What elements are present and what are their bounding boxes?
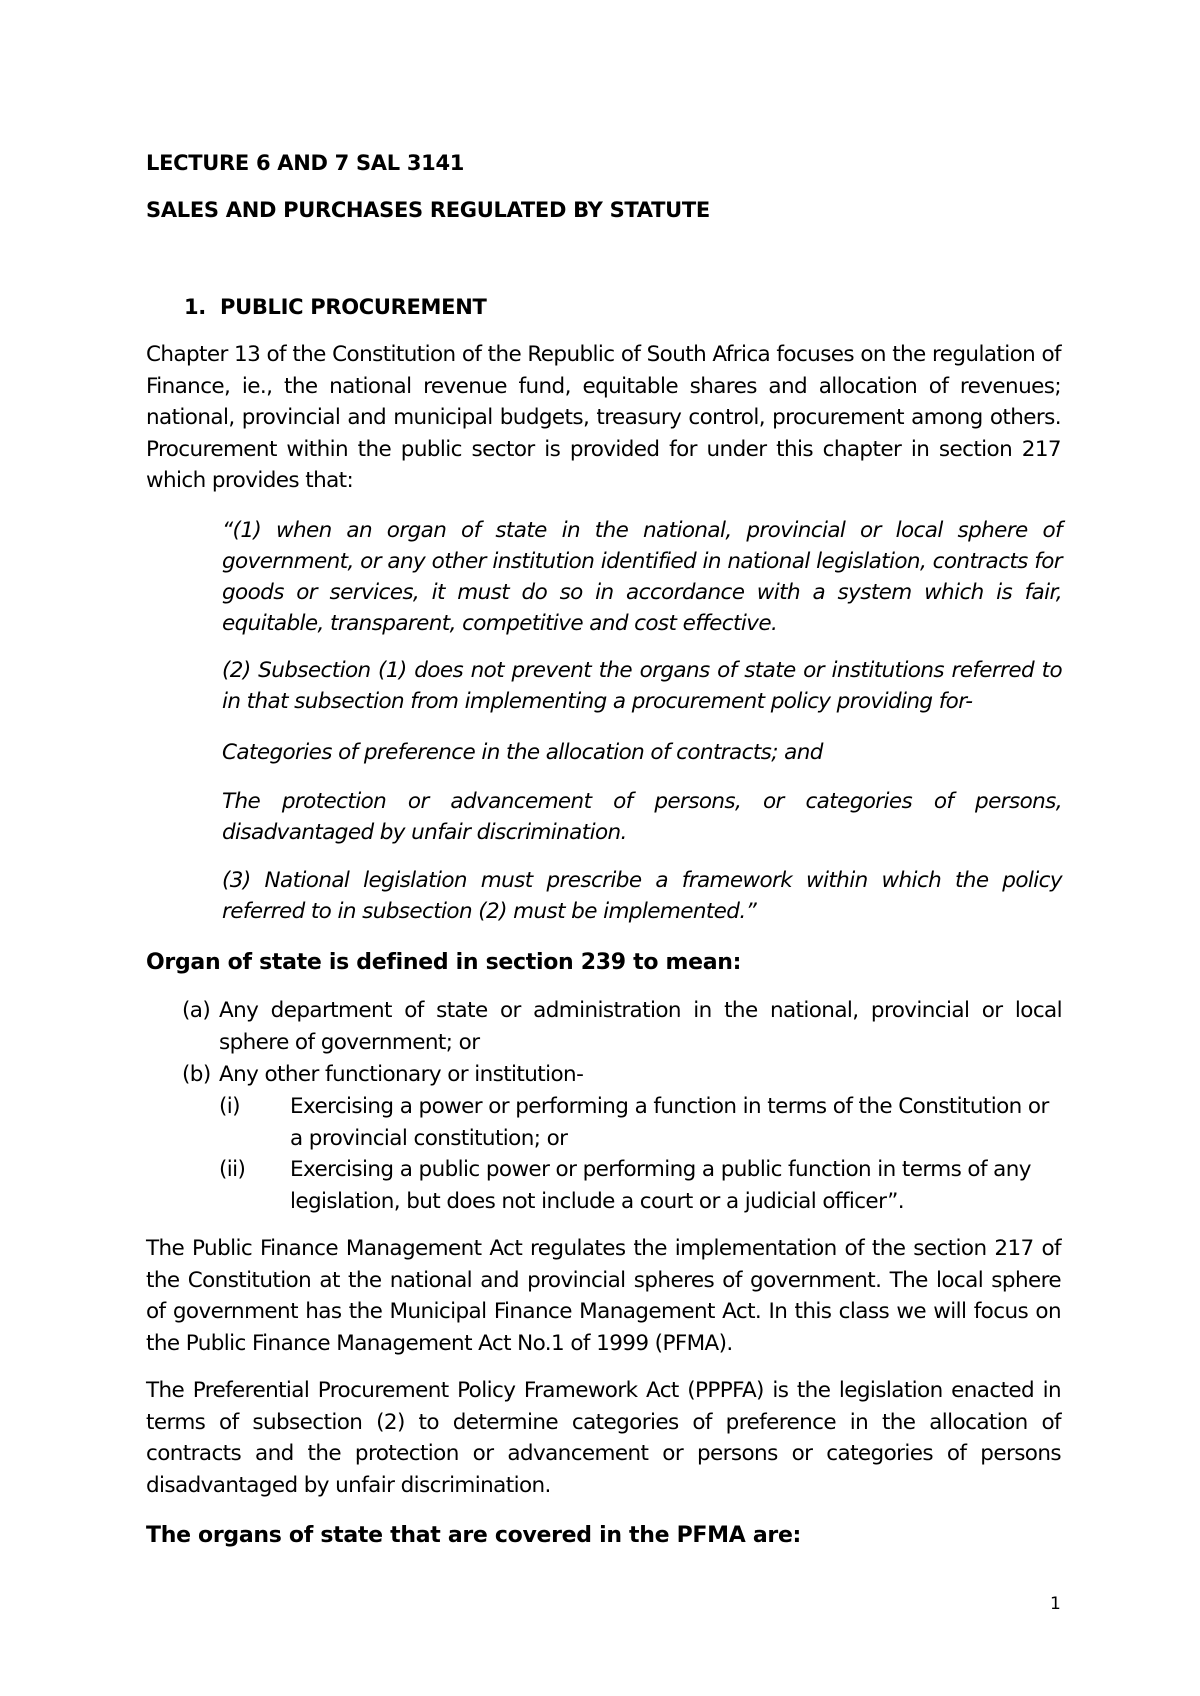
quote-subsection-3: (3) National legislation must prescribe a framework within which the policy referred to in subsection (2) must be implemented.” <box>222 868 1062 924</box>
quote-subsection-2a: Categories of preference in the allocation of contracts; and <box>222 740 823 765</box>
pfma-organs-heading: The organs of state that are covered in the PFMA are: <box>146 1523 802 1548</box>
section-number: 1. <box>184 295 206 319</box>
quote-subsection-1: “(1) when an organ of state in the national, provincial or local sphere of government, or any other institution identified in national legislation, contracts for goods or services, it must do so in accordance with a system which is fair, equitable, transparent, competitive and cost effective. <box>222 518 1062 636</box>
lecture-subtitle: SALES AND PURCHASES REGULATED BY STATUTE <box>146 198 710 222</box>
list-label-b: (b) <box>182 1062 211 1087</box>
list-label-ii: (ii) <box>219 1157 246 1182</box>
section-title: PUBLIC PROCUREMENT <box>220 295 487 319</box>
section-heading <box>184 292 884 322</box>
organ-definition-list <box>146 995 1066 1214</box>
page-number: 1 <box>1050 1594 1061 1614</box>
lecture-title: LECTURE 6 AND 7 SAL 3141 <box>146 151 465 175</box>
intro-paragraph: Chapter 13 of the Constitution of the Republic of South Africa focuses on the regulation of Finance, ie., the national revenue fund, equitable shares and allocation of revenues; national, provincial and municipal budgets, treasury control, procurement among others. Procurement within the public sector is provided for under this chapter in section 217 which provides that: <box>146 342 1061 493</box>
list-item-b: Any other functionary or institution- <box>219 1062 584 1087</box>
list-item-i: Exercising a power or performing a function in terms of the Constitution or a provincial constitution; or <box>290 1094 1049 1151</box>
list-label-i: (i) <box>219 1094 240 1119</box>
pfma-paragraph: The Public Finance Management Act regulates the implementation of the section 217 of the Constitution at the national and provincial spheres of government. The local sphere of government has the Municipal Finance Management Act. In this class we will focus on the Public Finance Management Act No.1 of 1999 (PFMA). <box>146 1236 1061 1356</box>
list-item-ii: Exercising a public power or performing a public function in terms of any legislation, but does not include a court or a judicial officer”. <box>290 1157 1031 1214</box>
quote-subsection-2b: The protection or advancement of persons, or categories of persons, disadvantaged by unfair discrimination. <box>222 789 1062 845</box>
pppfa-paragraph: The Preferential Procurement Policy Framework Act (PPPFA) is the legislation enacted in terms of subsection (2) to determine categories of preference in the allocation of contracts and the protection or advancement or persons or categories of persons disadvantaged by unfair discrimination. <box>146 1378 1061 1498</box>
organ-definition-heading: Organ of state is defined in section 239 to mean: <box>146 950 742 975</box>
list-label-a: (a) <box>182 998 211 1023</box>
quote-subsection-2: (2) Subsection (1) does not prevent the organs of state or institutions referred to in that subsection from implementing a procurement policy providing for- <box>222 658 1062 714</box>
list-item-a: Any department of state or administration in the national, provincial or local sphere of government; or <box>219 998 1062 1055</box>
